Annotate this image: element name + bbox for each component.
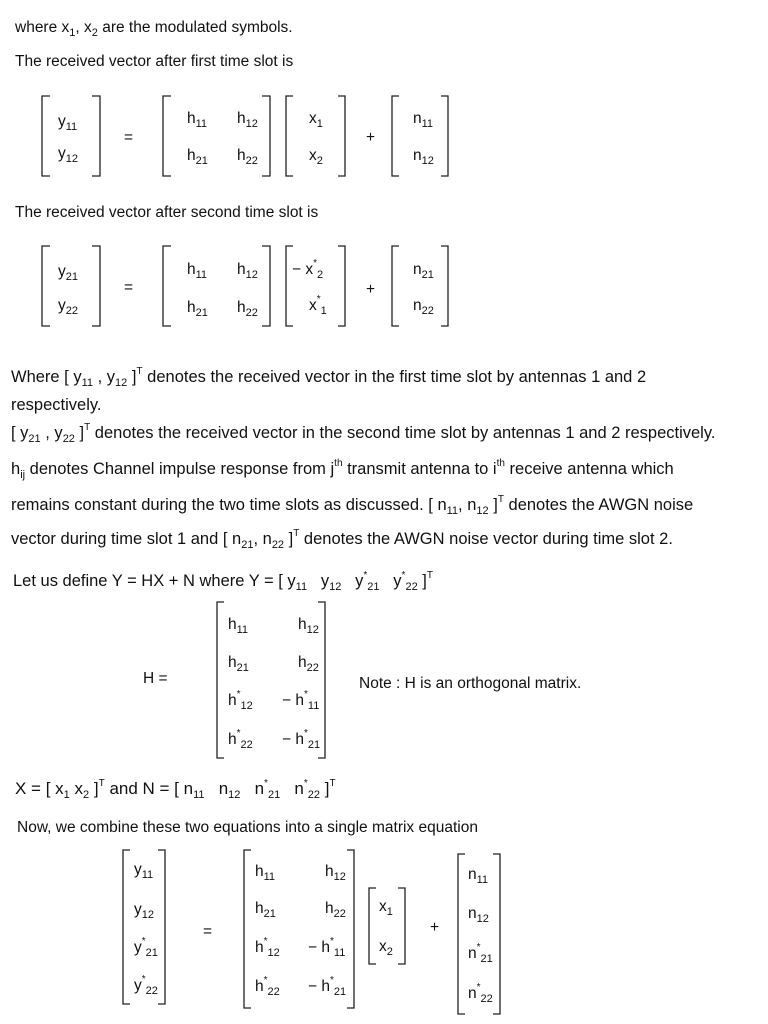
sup: T — [329, 778, 336, 789]
sym: h — [228, 731, 237, 748]
sub: 12 — [329, 581, 342, 593]
sym: y — [134, 977, 142, 994]
sub: 21 — [145, 947, 158, 959]
sym: h — [187, 299, 196, 316]
intro-tail: are the modulated symbols. — [97, 19, 293, 36]
h-r3c1 — [228, 689, 253, 712]
sym: y — [134, 861, 142, 878]
sym: h — [187, 261, 196, 278]
txt: X = [ x — [15, 779, 64, 798]
txt: denotes the AWGN noise vector during time slot 2. — [299, 530, 673, 548]
h-r4c2 — [282, 728, 321, 751]
eq3-n21-conj — [468, 942, 493, 965]
sup: T — [293, 528, 300, 539]
sym: n — [294, 779, 304, 798]
sub: 21 — [28, 433, 41, 445]
sub: 21 — [333, 986, 347, 998]
eq3-h-r4c2 — [308, 975, 347, 998]
sup: * — [330, 975, 334, 986]
eq1-h21 — [187, 147, 208, 167]
txt: , n — [253, 530, 272, 548]
sub: 22 — [306, 662, 319, 674]
sub: 11 — [476, 874, 489, 886]
sym: y — [58, 297, 66, 314]
eq2-plus: + — [366, 281, 376, 298]
sym: h — [187, 147, 196, 164]
sym: y — [134, 901, 142, 918]
sym: h — [298, 654, 307, 671]
sub: 21 — [367, 581, 380, 593]
sub: 1 — [69, 27, 76, 39]
txt: [ y — [11, 424, 29, 442]
sub: 2 — [386, 946, 393, 958]
sub: 21 — [65, 271, 78, 283]
eq3-equals: = — [203, 923, 213, 940]
txt: vector during time slot 1 and [ n — [11, 530, 242, 548]
eq2-n21 — [413, 261, 434, 281]
sym: − — [308, 939, 318, 956]
sub: 22 — [333, 908, 346, 920]
txt: x — [69, 779, 84, 798]
sym: − — [308, 978, 318, 995]
sup: T — [98, 778, 105, 789]
eq1-plus: + — [366, 129, 376, 146]
sub: 1 — [316, 118, 323, 130]
sup: * — [263, 975, 268, 986]
sym: y — [320, 572, 330, 590]
sym: h — [255, 863, 264, 880]
sub: 22 — [421, 305, 434, 317]
h-r4c1 — [228, 728, 253, 751]
txt: ] — [74, 424, 85, 442]
txt: Where [ y — [11, 368, 82, 386]
sym: h — [187, 110, 196, 127]
sub: 12 — [245, 269, 258, 281]
sym: x — [309, 147, 317, 164]
txt: ] — [284, 530, 294, 548]
sup: th — [334, 458, 343, 469]
x-n-definition: X = [ $x_1$ $x_2$ ]$^T$ and N = [ $n_{11}$ $n_{12}$ $n^*_{21}$ $n^*_{22}$ ]$^T$ — [15, 778, 336, 801]
h-r3c2 — [282, 689, 320, 712]
sup: * — [313, 258, 318, 269]
sub: 22 — [480, 993, 493, 1005]
sup: * — [304, 689, 308, 700]
sub: 21 — [480, 953, 493, 965]
para-line-1 — [11, 366, 647, 389]
sym: − — [292, 261, 302, 278]
sub: 12 — [141, 909, 154, 921]
sub: 12 — [115, 377, 128, 389]
sub: 22 — [245, 155, 258, 167]
sym: n — [413, 297, 422, 314]
sym: − — [282, 731, 292, 748]
sub: 11 — [195, 118, 208, 130]
sym: h — [321, 978, 330, 995]
eq3-h-r1c2 — [325, 863, 346, 883]
para-line-3 — [11, 422, 716, 445]
sym: − — [282, 692, 292, 709]
sub: 1 — [63, 789, 70, 801]
txt: remains constant during the two time slots as discussed. [ n — [11, 496, 447, 514]
eq1-n11 — [413, 110, 434, 130]
sup: * — [264, 778, 268, 789]
sym: n — [413, 110, 422, 127]
sup: T — [426, 570, 433, 581]
intro-where: where x — [15, 19, 70, 36]
eq3-h-r3c2 — [308, 936, 346, 959]
sub: 12 — [333, 871, 346, 883]
h-label: H = — [143, 670, 168, 687]
sub: 11 — [295, 581, 308, 593]
sym: h — [325, 863, 334, 880]
eq3-h-r2c2 — [325, 900, 346, 920]
sup: * — [303, 778, 308, 789]
sym: x — [379, 938, 387, 955]
sup: T — [497, 494, 504, 505]
sub: 12 — [245, 118, 258, 130]
orthogonal-note: Note : H is an orthogonal matrix. — [359, 675, 582, 692]
eq3-plus: + — [430, 919, 440, 936]
sym: h — [255, 978, 264, 995]
eq1-x1 — [309, 110, 323, 130]
slot2-heading: The received vector after second time slot is — [15, 204, 319, 221]
sub: 1 — [320, 305, 327, 317]
sym: h — [228, 616, 237, 633]
sub: 21 — [195, 307, 208, 319]
sym: n — [468, 905, 477, 922]
eq2-x1-conj — [309, 294, 327, 317]
eq1-n12 — [413, 147, 434, 167]
sup: * — [363, 570, 368, 581]
sym: n — [413, 147, 422, 164]
eq2-h21 — [187, 299, 208, 319]
eq3-n12 — [468, 905, 489, 925]
txt: denotes Channel impulse response from j — [25, 460, 335, 478]
sup: th — [496, 458, 505, 469]
sym: h — [228, 692, 237, 709]
sup: * — [141, 936, 146, 947]
sym: h — [237, 299, 246, 316]
sup: * — [263, 936, 268, 947]
eq3-n22-conj — [468, 982, 493, 1005]
sym: h — [325, 900, 334, 917]
eq1-y11 — [58, 113, 78, 133]
sup: * — [476, 982, 481, 993]
txt: , y — [40, 424, 63, 442]
sub: 21 — [267, 789, 281, 801]
eq2-n22 — [413, 297, 434, 317]
sub: 11 — [333, 947, 346, 959]
sub: 22 — [240, 739, 253, 751]
sym: n — [413, 261, 422, 278]
sup: * — [304, 728, 308, 739]
sub: 11 — [195, 269, 208, 281]
sym: h — [237, 147, 246, 164]
intro-line — [15, 19, 293, 39]
sub: 21 — [307, 739, 321, 751]
sub: 11 — [141, 869, 154, 881]
h-r2c1 — [228, 654, 249, 674]
eq2-neg-x2-conj — [292, 258, 324, 281]
sym: h — [237, 261, 246, 278]
sub: 2 — [83, 789, 90, 801]
eq2-y22 — [58, 297, 78, 317]
txt: ] — [488, 496, 498, 514]
eq3-n11 — [468, 866, 489, 886]
sup: * — [236, 689, 241, 700]
eq2-h22 — [237, 299, 258, 319]
sub: 2 — [316, 155, 323, 167]
sub: 11 — [81, 377, 94, 389]
define-y-line: Let us define Y = HX + N where Y = [ $y_{11}$ $y_{12}$ $y^*_{21}$ $y^*_{22}$ ]$^T$ — [13, 570, 433, 593]
combine-heading: Now, we combine these two equations into a single matrix equation — [17, 819, 478, 836]
eq1-h12 — [237, 110, 258, 130]
sub: 2 — [317, 269, 324, 281]
sub: 21 — [195, 155, 208, 167]
txt: and N = [ n — [104, 779, 194, 798]
sym: h — [321, 939, 330, 956]
sub: 21 — [263, 908, 276, 920]
h-r1c2 — [298, 616, 319, 636]
eq1-y12 — [58, 145, 78, 165]
eq2-h11 — [187, 261, 208, 281]
eq3-y12 — [134, 901, 154, 921]
eq3-x1 — [379, 898, 393, 918]
sub: 1 — [386, 906, 393, 918]
eq3-x2 — [379, 938, 393, 958]
txt: denotes the AWGN noise — [503, 496, 694, 514]
sub: 22 — [62, 433, 75, 445]
eq1-h11 — [187, 110, 208, 130]
para-line-6 — [11, 528, 673, 551]
sub: 22 — [145, 985, 158, 997]
sub: 22 — [405, 581, 418, 593]
eq2-y21 — [58, 263, 78, 283]
sym: x — [305, 261, 314, 278]
sup: * — [141, 974, 146, 985]
eq3-y21-conj — [134, 936, 158, 959]
sub: 12 — [240, 700, 253, 712]
sub: 11 — [193, 789, 205, 801]
sub: 12 — [476, 505, 489, 517]
sub: 21 — [236, 662, 249, 674]
sub: 21 — [421, 269, 434, 281]
sub: 12 — [65, 153, 78, 165]
txt: , y — [93, 368, 116, 386]
h-r2c2 — [298, 654, 319, 674]
sub: 22 — [245, 307, 258, 319]
sym: y — [58, 263, 66, 280]
sup: * — [236, 728, 241, 739]
eq3-h-r1c1 — [255, 863, 276, 883]
sym: n — [468, 985, 477, 1002]
txt: h — [11, 460, 21, 478]
sub: 22 — [267, 986, 280, 998]
para-line-2: respectively. — [11, 396, 102, 414]
sym: y — [58, 145, 66, 162]
sup: * — [401, 570, 406, 581]
sub: 12 — [306, 624, 319, 636]
sym: y — [58, 113, 66, 130]
txt: transmit antenna to i — [342, 460, 497, 478]
sub: 2 — [91, 27, 98, 39]
sym: h — [295, 692, 304, 709]
txt: receive antenna which — [504, 460, 674, 478]
sym: n — [468, 945, 477, 962]
sub: 22 — [307, 789, 320, 801]
eq2-h12 — [237, 261, 258, 281]
eq1-h22 — [237, 147, 258, 167]
eq3-y22-conj — [134, 974, 158, 997]
sub: ij — [20, 469, 26, 481]
sym: h — [228, 654, 237, 671]
sub: 11 — [307, 700, 320, 712]
txt: , n — [458, 496, 477, 514]
sym: x — [379, 898, 387, 915]
eq3-h-r4c1 — [255, 975, 280, 998]
txt: Let us define Y = HX + N where Y = [ y — [13, 572, 296, 590]
intro-sep: , x — [75, 19, 92, 36]
txt: denotes the received vector in the first time slot by antennas 1 and 2 — [142, 368, 647, 386]
sym: h — [255, 939, 264, 956]
sup: * — [330, 936, 334, 947]
txt: ] — [127, 368, 137, 386]
sub: 12 — [476, 913, 489, 925]
eq1-equals: = — [124, 129, 134, 146]
sup: * — [476, 942, 481, 953]
sub: 11 — [446, 505, 459, 517]
sub: 11 — [263, 871, 276, 883]
eq3-y11 — [134, 861, 154, 881]
sup: T — [136, 366, 143, 377]
sym: n — [468, 866, 477, 883]
sub: 22 — [65, 305, 78, 317]
sup: T — [84, 422, 91, 433]
sym: x — [309, 297, 317, 314]
sub: 11 — [236, 624, 249, 636]
sub: 11 — [65, 121, 78, 133]
sub: 22 — [271, 539, 285, 551]
sym: y — [134, 939, 142, 956]
txt: ] — [89, 779, 99, 798]
sym: n — [218, 779, 229, 798]
sym: y — [393, 572, 402, 590]
sub: 12 — [228, 789, 241, 801]
eq1-x2 — [309, 147, 323, 167]
sym: h — [298, 616, 307, 633]
eq3-h-r3c1 — [255, 936, 280, 959]
sub: 11 — [421, 118, 434, 130]
slot1-heading: The received vector after first time slot is — [15, 53, 294, 70]
sub: 12 — [267, 947, 280, 959]
eq3-h-r2c1 — [255, 900, 276, 920]
para-line-4 — [11, 458, 674, 481]
sym: h — [237, 110, 246, 127]
sub: 12 — [421, 155, 434, 167]
eq2-equals: = — [124, 279, 134, 296]
para-line-5 — [11, 494, 694, 517]
sym: y — [355, 572, 364, 590]
txt: denotes the received vector in the second time slot by antennas 1 and 2 respectively. — [90, 424, 716, 442]
sym: n — [254, 779, 265, 798]
sym: h — [295, 731, 304, 748]
sub: 21 — [241, 539, 254, 551]
sup: * — [316, 294, 321, 305]
sym: x — [309, 110, 317, 127]
h-r1c1 — [228, 616, 249, 636]
sym: h — [255, 900, 264, 917]
